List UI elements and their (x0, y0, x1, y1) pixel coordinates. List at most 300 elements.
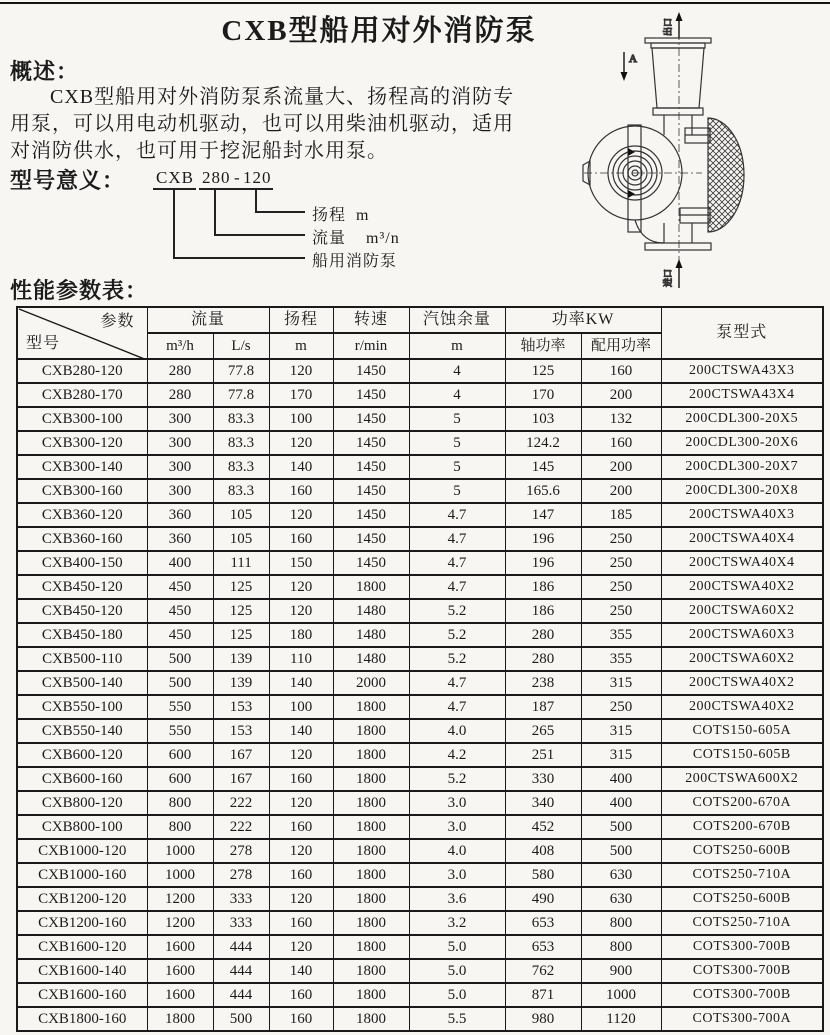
cell-flow-m3h: 1000 (147, 839, 213, 863)
cell-pump-type: 200CTSWA600X2 (661, 767, 823, 791)
cell-model: CXB450-120 (17, 575, 147, 599)
table-row (17, 983, 823, 1007)
cell-pump-type: COTS200-670B (661, 815, 823, 839)
cell-rated-power: 1000 (581, 983, 661, 1007)
cell-shaft-power: 490 (505, 887, 581, 911)
cell-rated-power: 900 (581, 959, 661, 983)
cell-flow-m3h: 300 (147, 407, 213, 431)
cell-rated-power: 200 (581, 383, 661, 407)
cell-speed: 1800 (333, 839, 409, 863)
cell-npsh: 5 (409, 455, 505, 479)
cell-pump-type: 200CDL300-20X6 (661, 431, 823, 455)
cell-model: CXB400-150 (17, 551, 147, 575)
cell-npsh: 3.6 (409, 887, 505, 911)
view-a-arrowhead (621, 72, 628, 81)
header-rated-power: 配用功率 (581, 333, 661, 359)
cell-npsh: 4.2 (409, 743, 505, 767)
cell-speed: 1800 (333, 767, 409, 791)
cell-speed: 1480 (333, 647, 409, 671)
table-row (17, 887, 823, 911)
cell-model: CXB300-120 (17, 431, 147, 455)
cell-flow-ls: 222 (213, 791, 269, 815)
cell-head: 160 (269, 1007, 333, 1031)
motor-dome (708, 118, 744, 232)
cell-npsh: 4.0 (409, 839, 505, 863)
cell-head: 160 (269, 527, 333, 551)
cell-rated-power: 630 (581, 863, 661, 887)
cell-model: CXB550-100 (17, 695, 147, 719)
cell-flow-ls: 105 (213, 527, 269, 551)
cell-shaft-power: 762 (505, 959, 581, 983)
cell-flow-ls: 444 (213, 959, 269, 983)
table-row (17, 839, 823, 863)
cell-head: 140 (269, 959, 333, 983)
cell-model: CXB360-120 (17, 503, 147, 527)
cell-model: CXB1000-120 (17, 839, 147, 863)
cone-bottom-flange (653, 108, 703, 115)
cell-npsh: 4.7 (409, 527, 505, 551)
cell-speed: 1800 (333, 743, 409, 767)
cell-model: CXB360-160 (17, 527, 147, 551)
cell-model: CXB280-120 (17, 359, 147, 383)
performance-table (16, 306, 824, 1032)
cell-pump-type: 200CTSWA43X3 (661, 359, 823, 383)
header-speed: 转速 (333, 307, 409, 333)
cell-speed: 1800 (333, 983, 409, 1007)
connector-flow-v (214, 188, 216, 235)
cell-head: 160 (269, 863, 333, 887)
cell-speed: 1450 (333, 527, 409, 551)
cell-pump-type: 200CTSWA40X2 (661, 671, 823, 695)
cell-rated-power: 400 (581, 791, 661, 815)
cell-rated-power: 800 (581, 935, 661, 959)
cell-head: 110 (269, 647, 333, 671)
cell-npsh: 4.7 (409, 671, 505, 695)
cell-model: CXB280-170 (17, 383, 147, 407)
cell-head: 120 (269, 431, 333, 455)
overview-line-1: CXB型船用对外消防泵系流量大、扬程高的消防专 (50, 86, 515, 108)
table-row (17, 743, 823, 767)
cell-head: 120 (269, 935, 333, 959)
header-npsh: 汽蚀余量 (409, 307, 505, 333)
cell-flow-ls: 125 (213, 623, 269, 647)
cell-shaft-power: 186 (505, 599, 581, 623)
cell-head: 150 (269, 551, 333, 575)
cell-flow-ls: 333 (213, 911, 269, 935)
performance-table-heading: 性能参数表： (10, 278, 149, 303)
table-row (17, 479, 823, 503)
cell-head: 160 (269, 479, 333, 503)
cell-npsh: 4 (409, 359, 505, 383)
cell-rated-power: 250 (581, 599, 661, 623)
cell-rated-power: 1120 (581, 1007, 661, 1031)
cell-flow-ls: 83.3 (213, 479, 269, 503)
cell-flow-ls: 333 (213, 887, 269, 911)
cell-flow-m3h: 360 (147, 527, 213, 551)
cell-flow-m3h: 1000 (147, 863, 213, 887)
cell-flow-m3h: 1600 (147, 983, 213, 1007)
cell-flow-m3h: 1600 (147, 935, 213, 959)
cell-model: CXB500-110 (17, 647, 147, 671)
header-flow-ls: L/s (213, 333, 269, 359)
connector-series-v (173, 188, 175, 258)
cell-pump-type: COTS250-600B (661, 887, 823, 911)
table-row (17, 671, 823, 695)
connector-head-v (255, 188, 257, 212)
cell-flow-ls: 77.8 (213, 359, 269, 383)
cell-pump-type: COTS250-600B (661, 839, 823, 863)
cell-flow-m3h: 600 (147, 767, 213, 791)
view-a-label: A (629, 53, 637, 65)
header-row-1 (17, 307, 823, 333)
table-row (17, 1007, 823, 1031)
cell-npsh: 5.2 (409, 767, 505, 791)
cell-flow-ls: 153 (213, 695, 269, 719)
cell-flow-ls: 139 (213, 647, 269, 671)
cell-rated-power: 500 (581, 815, 661, 839)
cell-rated-power: 500 (581, 839, 661, 863)
cell-npsh: 4.7 (409, 695, 505, 719)
header-head: 扬程 (269, 307, 333, 333)
table-row (17, 359, 823, 383)
cell-npsh: 4.7 (409, 575, 505, 599)
cell-head: 140 (269, 671, 333, 695)
cell-pump-type: COTS150-605B (661, 743, 823, 767)
cell-speed: 1800 (333, 815, 409, 839)
cell-flow-ls: 77.8 (213, 383, 269, 407)
header-head-unit: m (269, 333, 333, 359)
cell-flow-m3h: 500 (147, 647, 213, 671)
cell-flow-ls: 111 (213, 551, 269, 575)
cell-head: 170 (269, 383, 333, 407)
cell-npsh: 5.0 (409, 983, 505, 1007)
pump-drawing (572, 4, 830, 296)
header-npsh-unit: m (409, 333, 505, 359)
cell-shaft-power: 196 (505, 551, 581, 575)
table-row (17, 575, 823, 599)
cell-pump-type: COTS300-700B (661, 983, 823, 1007)
outlet-label: 出口 (663, 17, 673, 36)
cell-model: CXB1200-160 (17, 911, 147, 935)
cell-rated-power: 132 (581, 407, 661, 431)
cell-flow-ls: 167 (213, 743, 269, 767)
cell-shaft-power: 251 (505, 743, 581, 767)
cell-pump-type: 200CTSWA40X3 (661, 503, 823, 527)
cell-shaft-power: 653 (505, 911, 581, 935)
cell-head: 120 (269, 887, 333, 911)
table-row (17, 935, 823, 959)
cell-pump-type: 200CDL300-20X8 (661, 479, 823, 503)
cell-model: CXB450-120 (17, 599, 147, 623)
cell-flow-ls: 278 (213, 863, 269, 887)
table-row (17, 767, 823, 791)
cell-speed: 1450 (333, 479, 409, 503)
table-row (17, 623, 823, 647)
cell-speed: 1450 (333, 503, 409, 527)
table-row (17, 599, 823, 623)
cell-npsh: 5.5 (409, 1007, 505, 1031)
cell-npsh: 5.0 (409, 935, 505, 959)
cell-npsh: 3.0 (409, 863, 505, 887)
cell-speed: 1450 (333, 407, 409, 431)
cell-npsh: 4.0 (409, 719, 505, 743)
cell-head: 100 (269, 407, 333, 431)
header-power-group: 功率KW (505, 307, 661, 333)
cell-shaft-power: 871 (505, 983, 581, 1007)
cell-npsh: 4.7 (409, 503, 505, 527)
cell-model: CXB300-100 (17, 407, 147, 431)
cell-flow-ls: 83.3 (213, 455, 269, 479)
cell-model: CXB1000-160 (17, 863, 147, 887)
cell-shaft-power: 170 (505, 383, 581, 407)
overview-line-3: 对消防供水，也可用于挖泥船封水用泵。 (10, 140, 388, 162)
cell-speed: 1800 (333, 935, 409, 959)
cell-speed: 1800 (333, 1007, 409, 1031)
cell-flow-m3h: 280 (147, 383, 213, 407)
cell-shaft-power: 103 (505, 407, 581, 431)
cell-pump-type: COTS300-700B (661, 935, 823, 959)
underline-numbers (199, 188, 273, 190)
cell-shaft-power: 238 (505, 671, 581, 695)
cell-head: 120 (269, 359, 333, 383)
cell-pump-type: 200CTSWA60X3 (661, 623, 823, 647)
table-row (17, 719, 823, 743)
cell-flow-ls: 83.3 (213, 431, 269, 455)
table-row (17, 527, 823, 551)
cell-head: 160 (269, 767, 333, 791)
table-row (17, 551, 823, 575)
cell-flow-m3h: 550 (147, 719, 213, 743)
cell-shaft-power: 280 (505, 647, 581, 671)
cell-pump-type: 200CTSWA40X4 (661, 527, 823, 551)
cell-head: 120 (269, 743, 333, 767)
cell-head: 160 (269, 983, 333, 1007)
cell-rated-power: 400 (581, 767, 661, 791)
cell-flow-m3h: 600 (147, 743, 213, 767)
model-meaning-diagram (150, 166, 480, 278)
cell-shaft-power: 186 (505, 575, 581, 599)
cell-shaft-power: 145 (505, 455, 581, 479)
cell-head: 120 (269, 503, 333, 527)
cell-shaft-power: 330 (505, 767, 581, 791)
cell-speed: 2000 (333, 671, 409, 695)
cell-flow-ls: 153 (213, 719, 269, 743)
cell-rated-power: 630 (581, 887, 661, 911)
cell-npsh: 5.2 (409, 599, 505, 623)
connector-head-h (255, 211, 305, 213)
inlet-label: 进口 (663, 268, 673, 287)
table-body (17, 359, 823, 1031)
cell-speed: 1800 (333, 863, 409, 887)
cell-shaft-power: 340 (505, 791, 581, 815)
cell-npsh: 5.0 (409, 959, 505, 983)
cell-pump-type: 200CTSWA60X2 (661, 647, 823, 671)
cell-rated-power: 315 (581, 671, 661, 695)
cell-shaft-power: 580 (505, 863, 581, 887)
cell-pump-type: COTS300-700A (661, 1007, 823, 1031)
table-row (17, 455, 823, 479)
discharge-cone (652, 48, 704, 108)
cell-speed: 1450 (333, 551, 409, 575)
inlet-arrowhead (676, 259, 683, 268)
cell-flow-m3h: 400 (147, 551, 213, 575)
cell-pump-type: COTS250-710A (661, 863, 823, 887)
cell-speed: 1450 (333, 383, 409, 407)
cell-flow-ls: 83.3 (213, 407, 269, 431)
cell-rated-power: 200 (581, 455, 661, 479)
cell-model: CXB500-140 (17, 671, 147, 695)
cell-pump-type: 200CTSWA60X2 (661, 599, 823, 623)
connector-series-h (173, 257, 305, 259)
table-row (17, 383, 823, 407)
table-row (17, 647, 823, 671)
key-arrow-top (628, 148, 635, 156)
cell-rated-power: 250 (581, 695, 661, 719)
cell-npsh: 5 (409, 407, 505, 431)
cell-speed: 1450 (333, 359, 409, 383)
suction-flange (645, 243, 711, 250)
cell-pump-type: 200CTSWA40X2 (661, 695, 823, 719)
cell-rated-power: 355 (581, 647, 661, 671)
cell-head: 120 (269, 839, 333, 863)
cell-rated-power: 800 (581, 911, 661, 935)
cell-model: CXB300-160 (17, 479, 147, 503)
cell-speed: 1800 (333, 695, 409, 719)
table-row (17, 407, 823, 431)
cell-rated-power: 355 (581, 623, 661, 647)
cell-flow-m3h: 800 (147, 815, 213, 839)
model-label-series: 船用消防泵 (312, 253, 398, 270)
cell-speed: 1800 (333, 719, 409, 743)
cell-shaft-power: 124.2 (505, 431, 581, 455)
cell-flow-ls: 222 (213, 815, 269, 839)
cell-speed: 1800 (333, 575, 409, 599)
cell-speed: 1480 (333, 623, 409, 647)
discharge-flange (645, 38, 711, 43)
cell-npsh: 5 (409, 479, 505, 503)
cell-model: CXB800-100 (17, 815, 147, 839)
cell-speed: 1450 (333, 455, 409, 479)
cell-rated-power: 160 (581, 431, 661, 455)
cell-flow-m3h: 450 (147, 599, 213, 623)
cell-model: CXB1200-120 (17, 887, 147, 911)
cell-flow-m3h: 360 (147, 503, 213, 527)
connector-flow-h (214, 234, 305, 236)
corner-label-parameter: 参数 (100, 313, 135, 330)
cell-flow-ls: 105 (213, 503, 269, 527)
cell-flow-ls: 139 (213, 671, 269, 695)
cell-rated-power: 185 (581, 503, 661, 527)
cell-flow-m3h: 450 (147, 575, 213, 599)
cell-flow-m3h: 1800 (147, 1007, 213, 1031)
cell-head: 160 (269, 911, 333, 935)
outlet-arrowhead (676, 12, 683, 21)
cell-shaft-power: 165.6 (505, 479, 581, 503)
cell-flow-ls: 444 (213, 935, 269, 959)
overview-heading: 概述： (10, 59, 80, 84)
table-row (17, 791, 823, 815)
cell-rated-power: 250 (581, 527, 661, 551)
cell-flow-m3h: 280 (147, 359, 213, 383)
cell-npsh: 5.2 (409, 647, 505, 671)
cell-rated-power: 200 (581, 479, 661, 503)
cell-flow-m3h: 500 (147, 671, 213, 695)
cell-pump-type: 200CTSWA40X4 (661, 551, 823, 575)
cell-speed: 1800 (333, 887, 409, 911)
cell-shaft-power: 980 (505, 1007, 581, 1031)
header-speed-unit: r/min (333, 333, 409, 359)
cell-model: CXB300-140 (17, 455, 147, 479)
model-code-head: 120 (243, 168, 272, 187)
cell-flow-m3h: 1600 (147, 959, 213, 983)
cell-model: CXB600-120 (17, 743, 147, 767)
cell-flow-ls: 278 (213, 839, 269, 863)
header-flow-m3h: m³/h (147, 333, 213, 359)
cell-shaft-power: 147 (505, 503, 581, 527)
cell-pump-type: 200CTSWA43X4 (661, 383, 823, 407)
model-label-flow: 流量 m³/n (312, 230, 400, 247)
cell-shaft-power: 452 (505, 815, 581, 839)
cell-flow-ls: 444 (213, 983, 269, 1007)
cell-head: 120 (269, 575, 333, 599)
cell-rated-power: 160 (581, 359, 661, 383)
table-row (17, 863, 823, 887)
cell-pump-type: 200CDL300-20X5 (661, 407, 823, 431)
cell-speed: 1800 (333, 959, 409, 983)
page-title: CXB型船用对外消防泵 (221, 15, 537, 47)
cell-flow-m3h: 300 (147, 455, 213, 479)
cell-npsh: 4 (409, 383, 505, 407)
table-row (17, 911, 823, 935)
cell-model: CXB1800-160 (17, 1007, 147, 1031)
cell-pump-type: 200CDL300-20X7 (661, 455, 823, 479)
table-row (17, 695, 823, 719)
cell-rated-power: 315 (581, 719, 661, 743)
cell-head: 180 (269, 623, 333, 647)
cell-head: 140 (269, 719, 333, 743)
header-pump-type: 泵型式 (661, 307, 823, 359)
cell-rated-power: 250 (581, 551, 661, 575)
cell-model: CXB450-180 (17, 623, 147, 647)
cell-head: 160 (269, 815, 333, 839)
table-row (17, 815, 823, 839)
header-shaft-power: 轴功率 (505, 333, 581, 359)
cell-npsh: 3.0 (409, 815, 505, 839)
cell-model: CXB550-140 (17, 719, 147, 743)
model-label-head: 扬程 m (312, 207, 370, 224)
cell-head: 120 (269, 599, 333, 623)
key-arrow-bottom (628, 190, 635, 198)
cell-shaft-power: 408 (505, 839, 581, 863)
cell-pump-type: 200CTSWA40X2 (661, 575, 823, 599)
cell-model: CXB1600-160 (17, 983, 147, 1007)
cell-rated-power: 250 (581, 575, 661, 599)
cell-head: 100 (269, 695, 333, 719)
overview-paragraph (10, 84, 588, 165)
table-row (17, 959, 823, 983)
cell-npsh: 5 (409, 431, 505, 455)
corner-label-model: 型号 (26, 335, 61, 352)
model-code-flow: 280 (202, 168, 231, 187)
table-row (17, 503, 823, 527)
cell-flow-m3h: 300 (147, 479, 213, 503)
cell-model: CXB1600-140 (17, 959, 147, 983)
cell-npsh: 3.2 (409, 911, 505, 935)
cell-shaft-power: 280 (505, 623, 581, 647)
cell-rated-power: 315 (581, 743, 661, 767)
cell-speed: 1480 (333, 599, 409, 623)
cell-speed: 1800 (333, 911, 409, 935)
